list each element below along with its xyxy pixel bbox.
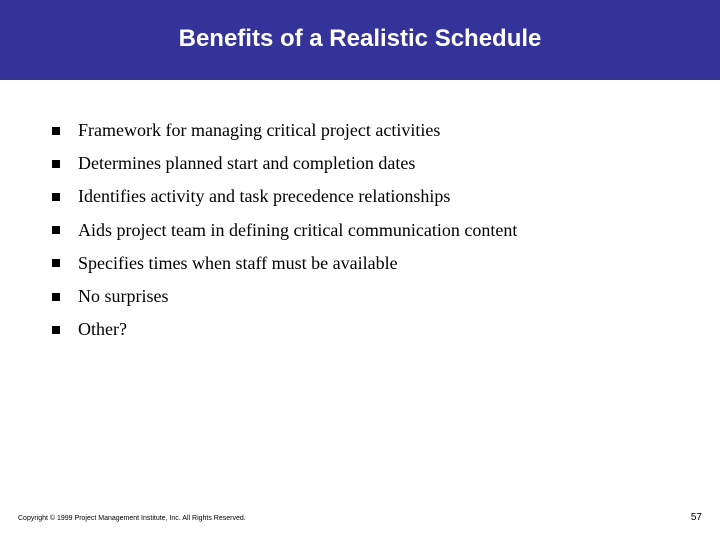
bullet-text: No surprises <box>78 286 169 307</box>
square-bullet-icon <box>52 293 60 301</box>
bullet-item <box>52 180 517 213</box>
bullet-text: Aids project team in defining critical communication content <box>78 219 518 240</box>
footer-copyright: Copyright © 1999 Project Management Institute, Inc. All Rights Reserved. <box>18 515 246 522</box>
bullet-text: Identifies activity and task precedence relationships <box>78 186 451 207</box>
square-bullet-icon <box>52 127 60 135</box>
title-bar <box>0 0 720 80</box>
bullet-item <box>52 147 517 180</box>
square-bullet-icon <box>52 226 60 234</box>
page-number: 57 <box>690 512 702 523</box>
bullet-text: Framework for managing critical project activities <box>78 120 441 141</box>
square-bullet-icon <box>52 259 60 267</box>
square-bullet-icon <box>52 326 60 334</box>
bullet-item <box>52 247 517 280</box>
bullet-list <box>52 114 517 346</box>
bullet-text: Other? <box>78 319 127 340</box>
square-bullet-icon <box>52 160 60 168</box>
bullet-text: Specifies times when staff must be available <box>78 252 398 273</box>
bullet-item <box>52 313 517 346</box>
square-bullet-icon <box>52 193 60 201</box>
bullet-item <box>52 114 517 147</box>
slide-title: Benefits of a Realistic Schedule <box>178 25 542 52</box>
bullet-item <box>52 214 517 247</box>
bullet-item <box>52 280 517 313</box>
bullet-text: Determines planned start and completion dates <box>78 153 416 174</box>
